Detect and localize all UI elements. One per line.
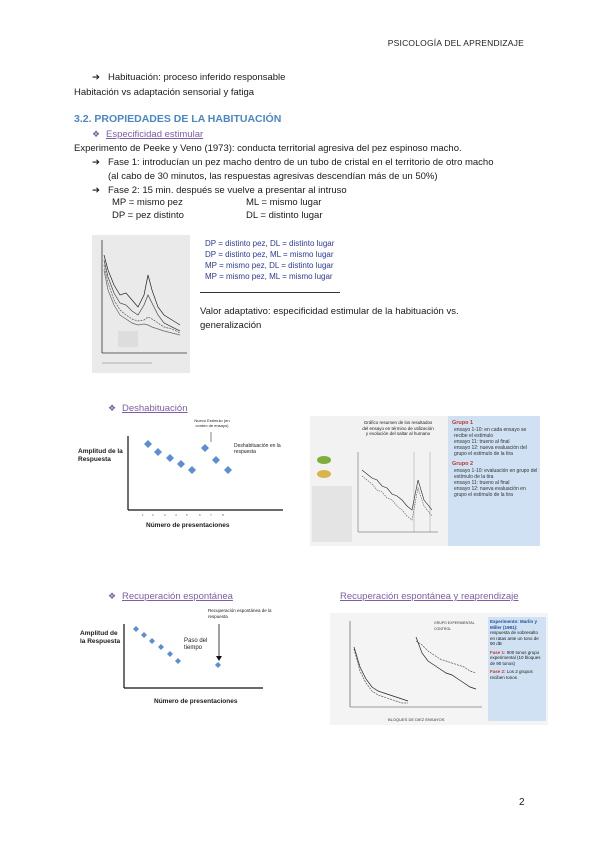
svg-text:1: 1	[142, 513, 144, 517]
vs-line: Habitación vs adaptación sensorial y fatiga	[74, 87, 255, 98]
grupo1-item: ensayo 1-10: en cada ensayo se recibe el estímulo	[454, 427, 527, 439]
svg-text:7: 7	[210, 513, 212, 517]
deshabituacion-title: Deshabituación	[122, 403, 188, 414]
reaprendizaje-figure	[330, 613, 548, 725]
legend-item: DP = distinto pez, ML = mismo lugar	[205, 250, 334, 259]
diamond-bullet-icon: ❖	[108, 591, 117, 601]
deshabituacion-heading	[108, 403, 188, 414]
especificidad-title: Especificidad estimular	[106, 129, 204, 140]
diamond-bullet-icon: ❖	[108, 403, 117, 413]
legend-item: DP = distinto pez, DL = distinto lugar	[205, 239, 335, 248]
experiment-caption-block	[312, 486, 352, 542]
valor-adaptativo: Valor adaptativo: especificidad estimular de la habituación vs. generalización	[200, 306, 459, 331]
grupo1-title: Grupo 1	[452, 420, 474, 426]
deshab-xlabel: Número de presentaciones	[146, 522, 230, 529]
fish-icons	[312, 452, 350, 482]
svg-text:5: 5	[186, 513, 188, 517]
reap-exp-label: Experimento: Marlin y Miller (1981):	[490, 619, 538, 630]
grupo2-item: ensayo 1-10: evaluación en grupo del estímulo de la tira	[454, 468, 538, 480]
deshab-experiment-figure	[310, 416, 540, 546]
legend-item: MP = mismo pez, ML = mismo lugar	[205, 272, 333, 281]
diamond-bullet-icon: ❖	[92, 129, 101, 139]
section-title: 3.2. PROPIEDADES DE LA HABITUACIÓN	[74, 113, 282, 125]
peeke-veno-plot	[92, 235, 190, 373]
reap-fase2-label: Fase 2:	[490, 669, 506, 674]
peeke-veno-graph	[92, 235, 190, 373]
recuperacion-chart	[78, 606, 298, 716]
legend-control: CONTROL	[434, 627, 452, 631]
svg-text:2: 2	[152, 513, 154, 517]
arrow-icon: ➔	[92, 185, 100, 196]
svg-text:4: 4	[175, 513, 177, 517]
reap-info-panel	[488, 617, 546, 721]
deshab-annot: Deshabituación en la respuesta	[234, 443, 281, 455]
grupo-info-panel	[448, 416, 540, 546]
reap-fase2-text: Los 2 grupos reciben tonos	[490, 669, 533, 680]
grupo1-item: ensayo 12: nueva evaluación del grupo el estímulo de la tira	[454, 445, 527, 457]
reap-fase1-text: 900 tonos grupo experimental (10 bloques de 90 tonos)	[490, 649, 541, 666]
ml-def: ML = mismo lugar	[246, 197, 322, 208]
grupo2-item: ensayo 11: trueno al final	[454, 480, 510, 486]
recup-annot: Recuperación espontánea de la respuesta	[208, 608, 272, 619]
legend-divider	[200, 292, 340, 293]
dp-def: DP = pez distinto	[112, 210, 184, 221]
deshab-annot-top: Nuevo Estímulo (en conteo de ensayo)	[194, 418, 230, 428]
svg-text:6: 6	[199, 513, 201, 517]
dl-def: DL = distinto lugar	[246, 210, 323, 221]
reap-fase1-label: Fase 1:	[490, 649, 506, 655]
reaprendizaje-title	[340, 591, 519, 602]
arrow-icon: ➔	[92, 157, 100, 168]
reap-xlabel: BLOQUES DE DIEZ ENSAYOS	[388, 717, 445, 722]
page-header: PSICOLOGÍA DEL APRENDIZAJE	[387, 38, 524, 48]
recuperacion-title: Recuperación espontánea	[122, 591, 233, 602]
deshabituacion-chart	[78, 418, 290, 538]
deshabituacion-plot	[78, 418, 290, 538]
svg-text:8: 8	[222, 513, 224, 517]
experiment-graph-title: Gráfico resumen de los resultados del ensayo en término de utilización y evolución del saltar al humano	[362, 420, 434, 436]
grupo2-title: Grupo 2	[452, 461, 474, 467]
reap-fase1	[490, 650, 544, 667]
arrow-icon: ➔	[92, 72, 100, 83]
reap-exp-text: respuesta de sobresalto en ratas ante un tono de 90 dB	[490, 630, 539, 646]
especificidad-heading	[92, 129, 203, 140]
habituacion-text: Habituación: proceso inferido responsable	[108, 72, 286, 83]
habituacion-line	[92, 72, 285, 83]
experimento-text: Experimento de Peeke y Veno (1973): conducta territorial agresiva del pez espinoso macho.	[74, 143, 462, 154]
fase1-text: Fase 1: introducían un pez macho dentro de un tubo de cristal en el territorio de otro macho	[108, 157, 494, 168]
reaprendizaje-plot	[334, 617, 484, 717]
page-number: 2	[519, 797, 525, 808]
grupo1-item: ensayo 11: trueno al final	[454, 439, 510, 445]
legend-experimental: GRUPO EXPERIMENTAL	[434, 621, 475, 625]
fase2-text: Fase 2: 15 min. después se vuelve a presentar al intruso	[108, 185, 347, 196]
legend-item: MP = mismo pez, DL = distinto lugar	[205, 261, 334, 270]
experiment-line-plot	[354, 450, 440, 540]
grupo2-item: ensayo 12: nueva evaluación en grupo el estímulo de la tira	[454, 486, 526, 498]
recup-paso: Paso del tiempo	[184, 638, 208, 651]
recuperacion-heading	[108, 591, 233, 602]
reaprendizaje-title-text: Recuperación espontánea y reaprendizaje	[340, 591, 519, 602]
fase2-line	[92, 185, 347, 196]
svg-text:3: 3	[164, 513, 166, 517]
peeke-veno-legend	[205, 239, 334, 281]
recup-ylabel: Amplitud de la Respuesta	[80, 630, 121, 645]
deshab-ylabel: Amplitud de la Respuesta	[78, 448, 123, 463]
mp-def: MP = mismo pez	[112, 197, 183, 208]
reap-fase2	[490, 669, 544, 680]
fase1-detail: (al cabo de 30 minutos, las respuestas agresivas descendían más de un 50%)	[108, 171, 438, 182]
fase1-line	[92, 157, 494, 168]
recup-xlabel: Número de presentaciones	[154, 698, 238, 705]
